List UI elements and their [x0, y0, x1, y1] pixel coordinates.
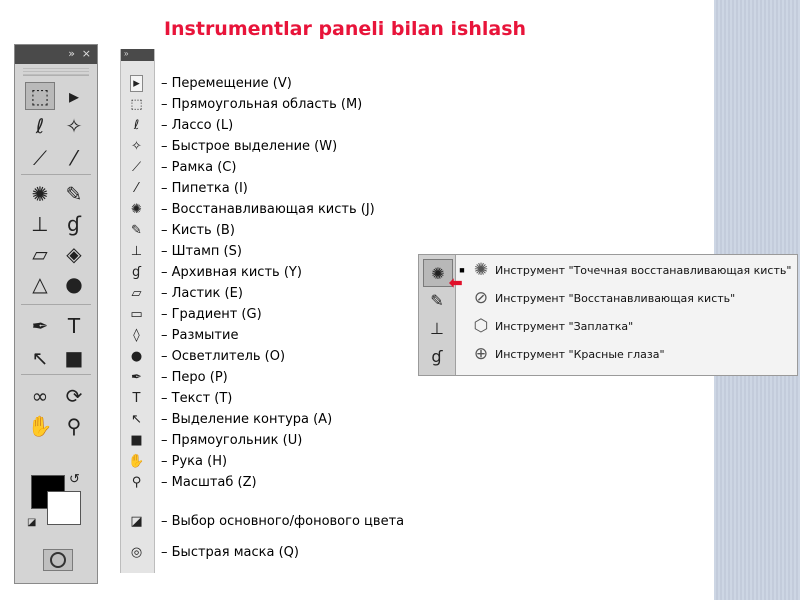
tool-description: – Размытие [161, 328, 239, 343]
tool-icon[interactable] [120, 391, 153, 406]
flyout-menu-item[interactable] [457, 313, 797, 339]
list-item [120, 472, 412, 493]
flyout-side-tool-icon[interactable]: ✺ [423, 259, 453, 287]
tools-divider [21, 174, 91, 175]
tool-glyph-icon: ⊥ [130, 244, 143, 259]
tool-description: – Рамка (C) [161, 160, 237, 175]
tool-icon[interactable] [120, 118, 153, 133]
tool-description: – Быстрая маска (Q) [161, 545, 299, 560]
tool-glyph-icon: ⟋ [131, 160, 142, 175]
tool-glyph-icon: ◊ [133, 328, 140, 343]
list-item [120, 262, 412, 283]
zoom-tool-icon[interactable]: ⚲ [66, 414, 82, 438]
pointer-arrow-icon: ⬅ [449, 275, 463, 292]
list-item [120, 346, 412, 367]
tool-description: – Градиент (G) [161, 307, 262, 322]
tool-glyph-icon: ⚲ [131, 475, 142, 490]
tool-glyph-icon: ◎ [130, 545, 143, 560]
tool-description: – Лассо (L) [161, 118, 234, 133]
tool-icon[interactable] [120, 370, 153, 385]
tool-glyph-icon: ɠ [131, 265, 142, 280]
eraser-tool-icon[interactable]: ▱ [32, 242, 48, 266]
tool-icon[interactable] [120, 545, 153, 560]
tool-icon[interactable] [120, 349, 153, 364]
tool-icon[interactable] [120, 286, 153, 301]
tool-glyph-icon: ✎ [131, 223, 142, 238]
list-item [120, 409, 412, 430]
list-item [120, 73, 412, 94]
tool-description: – Быстрое выделение (W) [161, 139, 338, 154]
blur-tool-icon[interactable]: △ [32, 272, 48, 296]
healing-tool-icon: ⬡ [473, 316, 489, 336]
brush-tool-icon[interactable]: ✎ [65, 182, 83, 206]
list-item [120, 388, 412, 409]
list-item [120, 451, 412, 472]
3d-orbit-tool-icon[interactable]: ⟳ [65, 384, 83, 408]
tool-icon[interactable] [120, 75, 153, 92]
paint-bucket-tool-icon[interactable]: ◈ [66, 242, 82, 266]
quick-mask-icon [50, 552, 66, 568]
move-tool-icon[interactable]: ▸ [68, 84, 80, 108]
flyout-menu-item[interactable] [457, 257, 797, 283]
collapse-icon[interactable]: » [68, 47, 75, 60]
quick-mask-button[interactable] [43, 549, 73, 571]
list-item [120, 157, 412, 178]
tool-icon[interactable] [120, 244, 153, 259]
tools-panel [14, 44, 98, 584]
tool-description: – Осветлитель (O) [161, 349, 286, 364]
tool-icon[interactable] [120, 412, 153, 427]
tool-glyph-icon: ✒ [131, 370, 142, 385]
list-item [120, 542, 412, 563]
tool-description: – Штамп (S) [161, 244, 242, 259]
list-item [120, 136, 412, 157]
list-item [120, 511, 412, 532]
flyout-menu-item[interactable] [457, 341, 797, 367]
tool-glyph-icon: ⬚ [130, 97, 143, 112]
tool-reference-list [120, 49, 412, 573]
swap-colors-icon[interactable]: ↺ [69, 471, 80, 486]
path-selection-tool-icon[interactable]: ↖ [31, 346, 49, 370]
tool-glyph-icon: ✧ [131, 139, 142, 154]
tool-description: – Пипетка (I) [161, 181, 248, 196]
tool-description: – Архивная кисть (Y) [161, 265, 302, 280]
tool-description: – Кисть (B) [161, 223, 235, 238]
stamp-tool-icon[interactable]: ⊥ [31, 212, 49, 236]
tool-description: – Рука (H) [161, 454, 228, 469]
history-brush-tool-icon[interactable]: ɠ [67, 212, 81, 236]
tool-icon[interactable] [120, 307, 153, 322]
page-title: Instrumentlar paneli bilan ishlash [163, 18, 527, 40]
tool-icon[interactable] [120, 97, 153, 112]
flyout-side-tool-icon[interactable]: ⊥ [430, 318, 444, 338]
tools-divider [21, 374, 91, 375]
tool-glyph-icon: ▭ [130, 307, 143, 322]
tool-description: – Ластик (E) [161, 286, 243, 301]
marquee-tool-icon[interactable]: ⬚ [25, 82, 55, 110]
tool-glyph-icon: ⁄ [135, 181, 138, 196]
healing-tool-icon: ⊕ [473, 344, 489, 364]
list-item [120, 199, 412, 220]
tool-description: – Перемещение (V) [161, 76, 292, 91]
tool-icon[interactable] [120, 160, 153, 175]
selected-marker-icon: ■ [459, 265, 465, 275]
dodge-tool-icon[interactable]: ● [65, 272, 83, 296]
list-item [120, 325, 412, 346]
tool-description: – Прямоугольник (U) [161, 433, 303, 448]
lasso-tool-icon[interactable]: ℓ [35, 114, 45, 138]
tools-panel-header [15, 45, 97, 64]
list-item [120, 220, 412, 241]
tool-glyph-icon: ◪ [130, 514, 143, 529]
healing-tool-icon: ✺ [473, 260, 489, 280]
flyout-item-label: Инструмент "Заплатка" [495, 319, 634, 333]
tool-icon[interactable] [120, 139, 153, 154]
flyout-menu-item[interactable] [457, 285, 797, 311]
tool-icon[interactable] [120, 514, 153, 529]
healing-tool-icon: ⊘ [473, 288, 489, 308]
list-item [120, 304, 412, 325]
tool-glyph-icon: ▸ [130, 75, 143, 92]
tool-glyph-icon: ↖ [131, 412, 142, 427]
default-colors-icon[interactable]: ◪ [27, 517, 37, 528]
tool-icon[interactable] [120, 454, 153, 469]
panel-grip[interactable] [23, 67, 89, 76]
tool-description: – Текст (T) [161, 391, 233, 406]
tool-glyph-icon: ℓ [133, 118, 140, 133]
tool-description: – Восстанавливающая кисть (J) [161, 202, 375, 217]
flyout-side-tool-icon[interactable]: ɠ [431, 346, 443, 366]
tool-description: – Выделение контура (A) [161, 412, 333, 427]
tool-icon[interactable] [120, 223, 153, 238]
tool-icon[interactable] [120, 433, 153, 448]
background-color-swatch[interactable] [47, 491, 81, 525]
tool-glyph-icon: ● [130, 349, 143, 364]
list-item [120, 241, 412, 262]
eyedropper-tool-icon[interactable]: ⁄ [72, 146, 76, 170]
strip-header: » [121, 49, 154, 61]
list-item [120, 178, 412, 199]
tool-icon[interactable] [120, 475, 153, 490]
tool-icon[interactable] [120, 202, 153, 217]
close-icon[interactable]: × [81, 47, 91, 60]
tool-description: – Масштаб (Z) [161, 475, 257, 490]
tool-glyph-icon: ▱ [131, 286, 142, 301]
list-item [120, 283, 412, 304]
3d-rotate-tool-icon[interactable]: ∞ [31, 384, 49, 408]
flyout-side-tool-icon[interactable]: ✎ [430, 290, 444, 310]
tool-icon[interactable] [120, 265, 153, 280]
list-item [120, 367, 412, 388]
crop-tool-icon[interactable]: ⟋ [33, 146, 47, 170]
flyout-item-label: Инструмент "Точечная восстанавливающая кисть" [495, 263, 792, 277]
spot-healing-tool-icon[interactable]: ✺ [31, 182, 49, 206]
tool-description: – Прямоугольная область (M) [161, 97, 363, 112]
tool-description: – Выбор основного/фонового цвета [161, 514, 405, 529]
tool-glyph-icon: ✋ [128, 454, 145, 469]
rectangle-tool-icon[interactable]: ■ [64, 346, 84, 370]
quick-selection-tool-icon[interactable]: ✧ [65, 114, 83, 138]
tool-glyph-icon: T [132, 391, 141, 406]
tools-divider [21, 304, 91, 305]
tool-icon[interactable] [120, 328, 153, 343]
pen-tool-icon[interactable]: ✒ [31, 314, 49, 338]
flyout-item-label: Инструмент "Восстанавливающая кисть" [495, 291, 736, 305]
list-item [120, 115, 412, 136]
flyout-item-label: Инструмент "Красные глаза" [495, 347, 665, 361]
list-item [120, 430, 412, 451]
tool-glyph-icon: ■ [130, 433, 143, 448]
tool-description: – Перо (P) [161, 370, 228, 385]
text-tool-icon[interactable]: T [67, 314, 81, 338]
tool-icon[interactable] [120, 181, 153, 196]
healing-tools-flyout [418, 254, 798, 376]
hand-tool-icon[interactable]: ✋ [27, 414, 53, 438]
list-item [120, 94, 412, 115]
tool-glyph-icon: ✺ [131, 202, 142, 217]
